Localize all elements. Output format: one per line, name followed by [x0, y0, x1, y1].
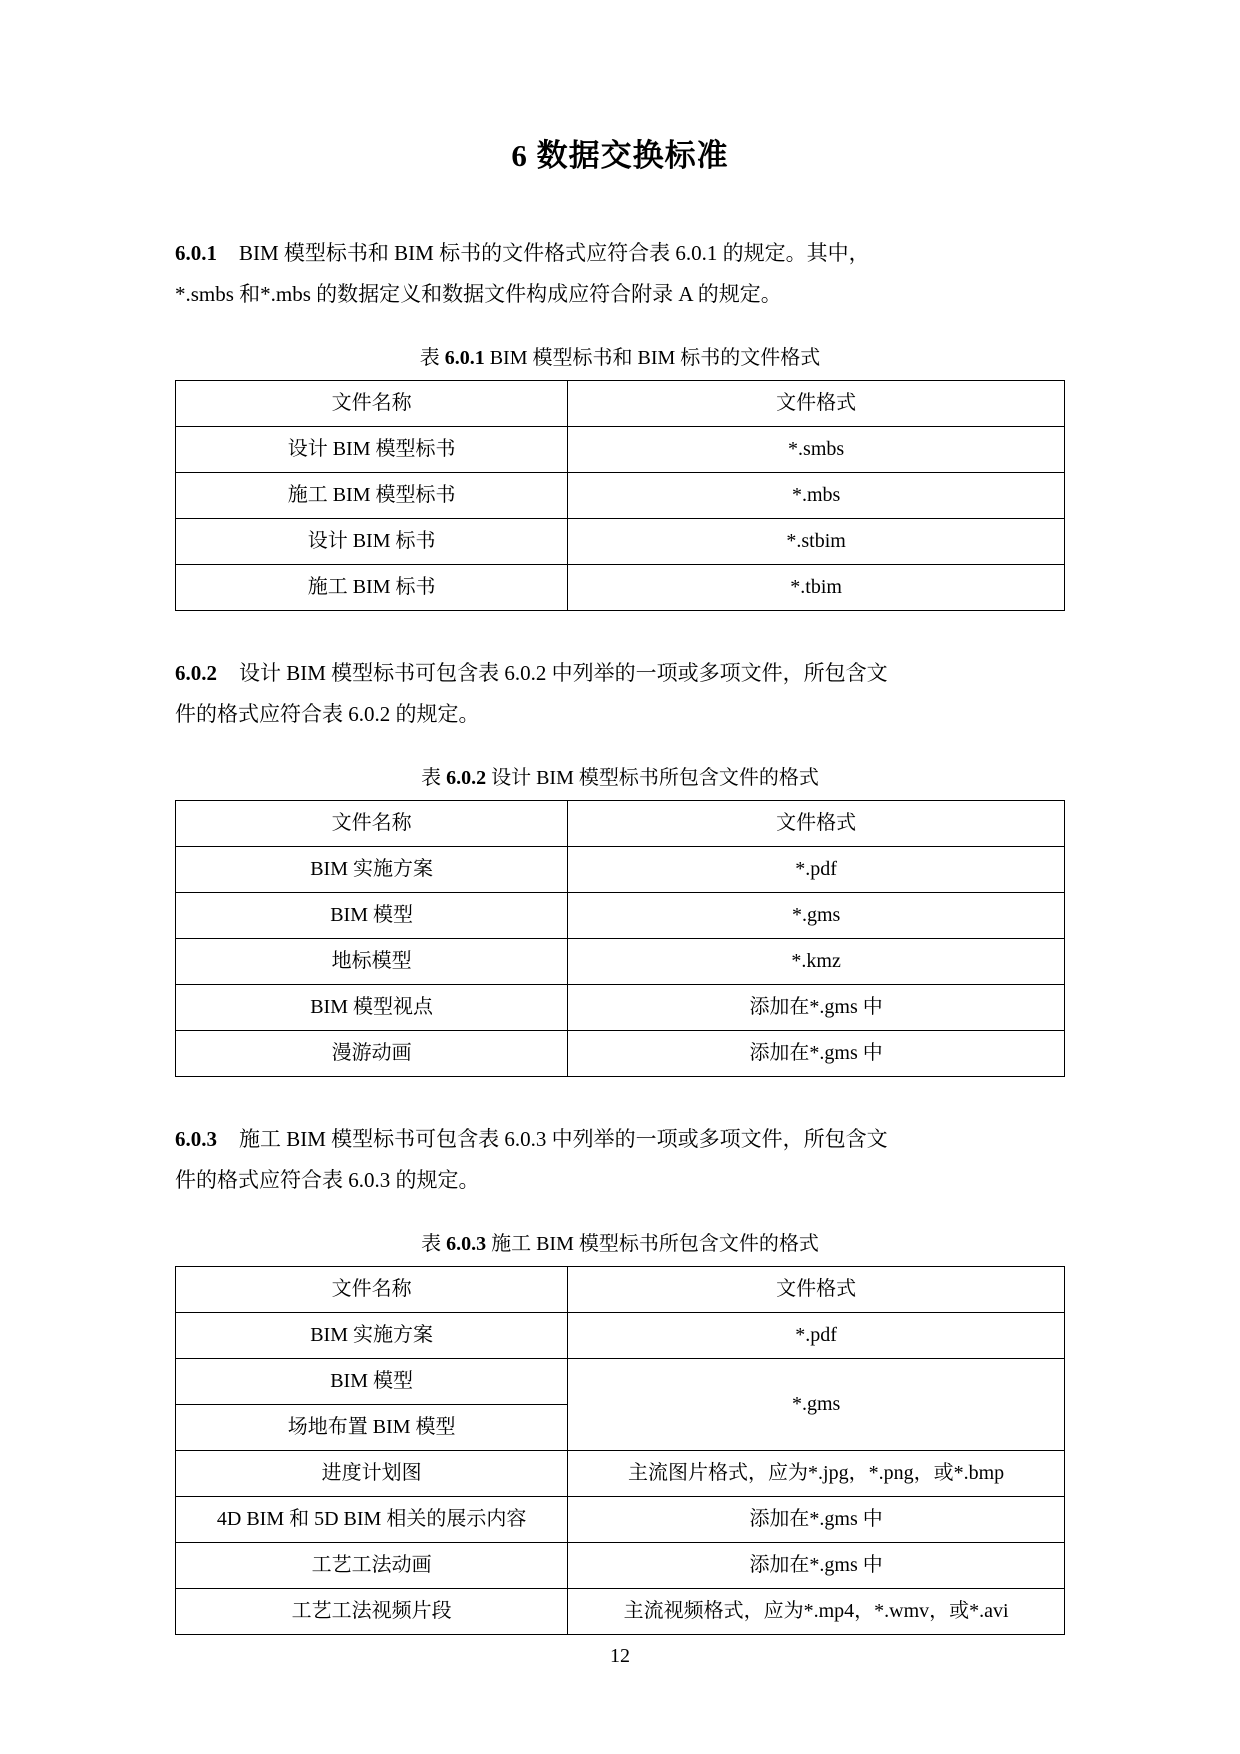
table-cell: 主流视频格式，应为*.mp4，*.wmv，或*.avi [568, 1588, 1065, 1634]
page-number: 12 [610, 1645, 630, 1667]
table-cell: *.pdf [568, 1312, 1065, 1358]
table-cell: 施工 BIM 标书 [176, 564, 568, 610]
table-cell: *.stbim [568, 518, 1065, 564]
clause-text-6-0-3-line2: 件的格式应符合表 6.0.3 的规定。 [175, 1167, 480, 1192]
table-cell: 添加在*.gms 中 [568, 1030, 1065, 1076]
table-row [176, 846, 1065, 892]
table-header-cell: 文件格式 [568, 380, 1065, 426]
table-cell: *.gms [568, 892, 1065, 938]
table-header-cell: 文件名称 [176, 1266, 568, 1312]
clause-text-6-0-1-line2: *.smbs 和*.mbs 的数据定义和数据文件构成应符合附录 A 的规定。 [175, 281, 782, 306]
table-cell: 设计 BIM 标书 [176, 518, 568, 564]
table-row [176, 1496, 1065, 1542]
table-row [176, 518, 1065, 564]
table-header-cell: 文件名称 [176, 380, 568, 426]
clause-text-6-0-2-line2: 件的格式应符合表 6.0.2 的规定。 [175, 701, 480, 726]
clause-number-6-0-3: 6.0.3 [175, 1126, 217, 1151]
clause-number-6-0-2: 6.0.2 [175, 660, 217, 685]
table-6-0-2 [175, 800, 1065, 1077]
table-row [176, 1358, 1065, 1404]
table-cell: 添加在*.gms 中 [568, 1496, 1065, 1542]
table-caption-prefix-2: 表 [421, 766, 447, 789]
table-header-cell: 文件名称 [176, 800, 568, 846]
table-cell: 漫游动画 [176, 1030, 568, 1076]
table-caption-text-1: BIM 模型标书和 BIM 标书的文件格式 [484, 346, 821, 369]
table-header-row [176, 800, 1065, 846]
table-cell: 添加在*.gms 中 [568, 984, 1065, 1030]
table-caption-text-2: 设计 BIM 模型标书所包含文件的格式 [486, 766, 819, 789]
table-cell: *.kmz [568, 938, 1065, 984]
table-row [176, 984, 1065, 1030]
table-row [176, 472, 1065, 518]
spacer [175, 1085, 1065, 1119]
table-caption-6-0-1 [175, 341, 1065, 370]
table-row [176, 1542, 1065, 1588]
table-cell: 工艺工法视频片段 [176, 1588, 568, 1634]
table-cell: BIM 模型 [176, 892, 568, 938]
table-header-row [176, 1266, 1065, 1312]
table-6-0-3 [175, 1266, 1065, 1635]
table-header-cell: 文件格式 [568, 800, 1065, 846]
table-cell: BIM 实施方案 [176, 846, 568, 892]
table-cell: 进度计划图 [176, 1450, 568, 1496]
table-caption-prefix-3: 表 [421, 1232, 447, 1255]
table-row [176, 426, 1065, 472]
clause-text-6-0-1-line1: BIM 模型标书和 BIM 标书的文件格式应符合表 6.0.1 的规定。其中， [239, 241, 870, 265]
table-caption-number-2: 6.0.2 [446, 766, 487, 789]
table-caption-text-3: 施工 BIM 模型标书所包含文件的格式 [486, 1232, 819, 1255]
table-row [176, 1030, 1065, 1076]
table-cell: *.pdf [568, 846, 1065, 892]
paragraph-6-0-1 [175, 233, 1065, 315]
clause-text-6-0-2-line1: 设计 BIM 模型标书可包含表 6.0.2 中列举的一项或多项文件，所包含文 [239, 660, 888, 685]
table-row [176, 938, 1065, 984]
table-cell: 设计 BIM 模型标书 [176, 426, 568, 472]
table-caption-number-1: 6.0.1 [444, 346, 485, 369]
clause-number-6-0-1: 6.0.1 [175, 241, 217, 265]
table-cell: *.mbs [568, 472, 1065, 518]
table-cell: 场地布置 BIM 模型 [176, 1404, 568, 1450]
table-caption-number-3: 6.0.3 [446, 1232, 487, 1255]
table-header-cell: 文件格式 [568, 1266, 1065, 1312]
table-cell: 添加在*.gms 中 [568, 1542, 1065, 1588]
page-title: 6 数据交换标准 [511, 138, 729, 173]
table-cell: *.tbim [568, 564, 1065, 610]
table-caption-prefix-1: 表 [419, 346, 445, 369]
table-row [176, 892, 1065, 938]
table-cell: 4D BIM 和 5D BIM 相关的展示内容 [176, 1496, 568, 1542]
table-cell: 工艺工法动画 [176, 1542, 568, 1588]
table-row [176, 564, 1065, 610]
table-cell-merged: *.gms [568, 1358, 1065, 1450]
table-cell: BIM 实施方案 [176, 1312, 568, 1358]
clause-text-6-0-3-line1: 施工 BIM 模型标书可包含表 6.0.3 中列举的一项或多项文件，所包含文 [239, 1126, 888, 1151]
table-cell: 主流图片格式，应为*.jpg，*.png，或*.bmp [568, 1450, 1065, 1496]
spacer [175, 619, 1065, 653]
table-row [176, 1312, 1065, 1358]
table-caption-6-0-2 [175, 761, 1065, 790]
table-cell: 施工 BIM 模型标书 [176, 472, 568, 518]
table-header-row [176, 380, 1065, 426]
table-cell: BIM 模型视点 [176, 984, 568, 1030]
table-row [176, 1450, 1065, 1496]
table-cell: 地标模型 [176, 938, 568, 984]
table-row [176, 1588, 1065, 1634]
table-cell: BIM 模型 [176, 1358, 568, 1404]
paragraph-6-0-3 [175, 1119, 1065, 1201]
table-6-0-1 [175, 380, 1065, 611]
table-cell: *.smbs [568, 426, 1065, 472]
table-caption-6-0-3 [175, 1227, 1065, 1256]
paragraph-6-0-2 [175, 653, 1065, 735]
